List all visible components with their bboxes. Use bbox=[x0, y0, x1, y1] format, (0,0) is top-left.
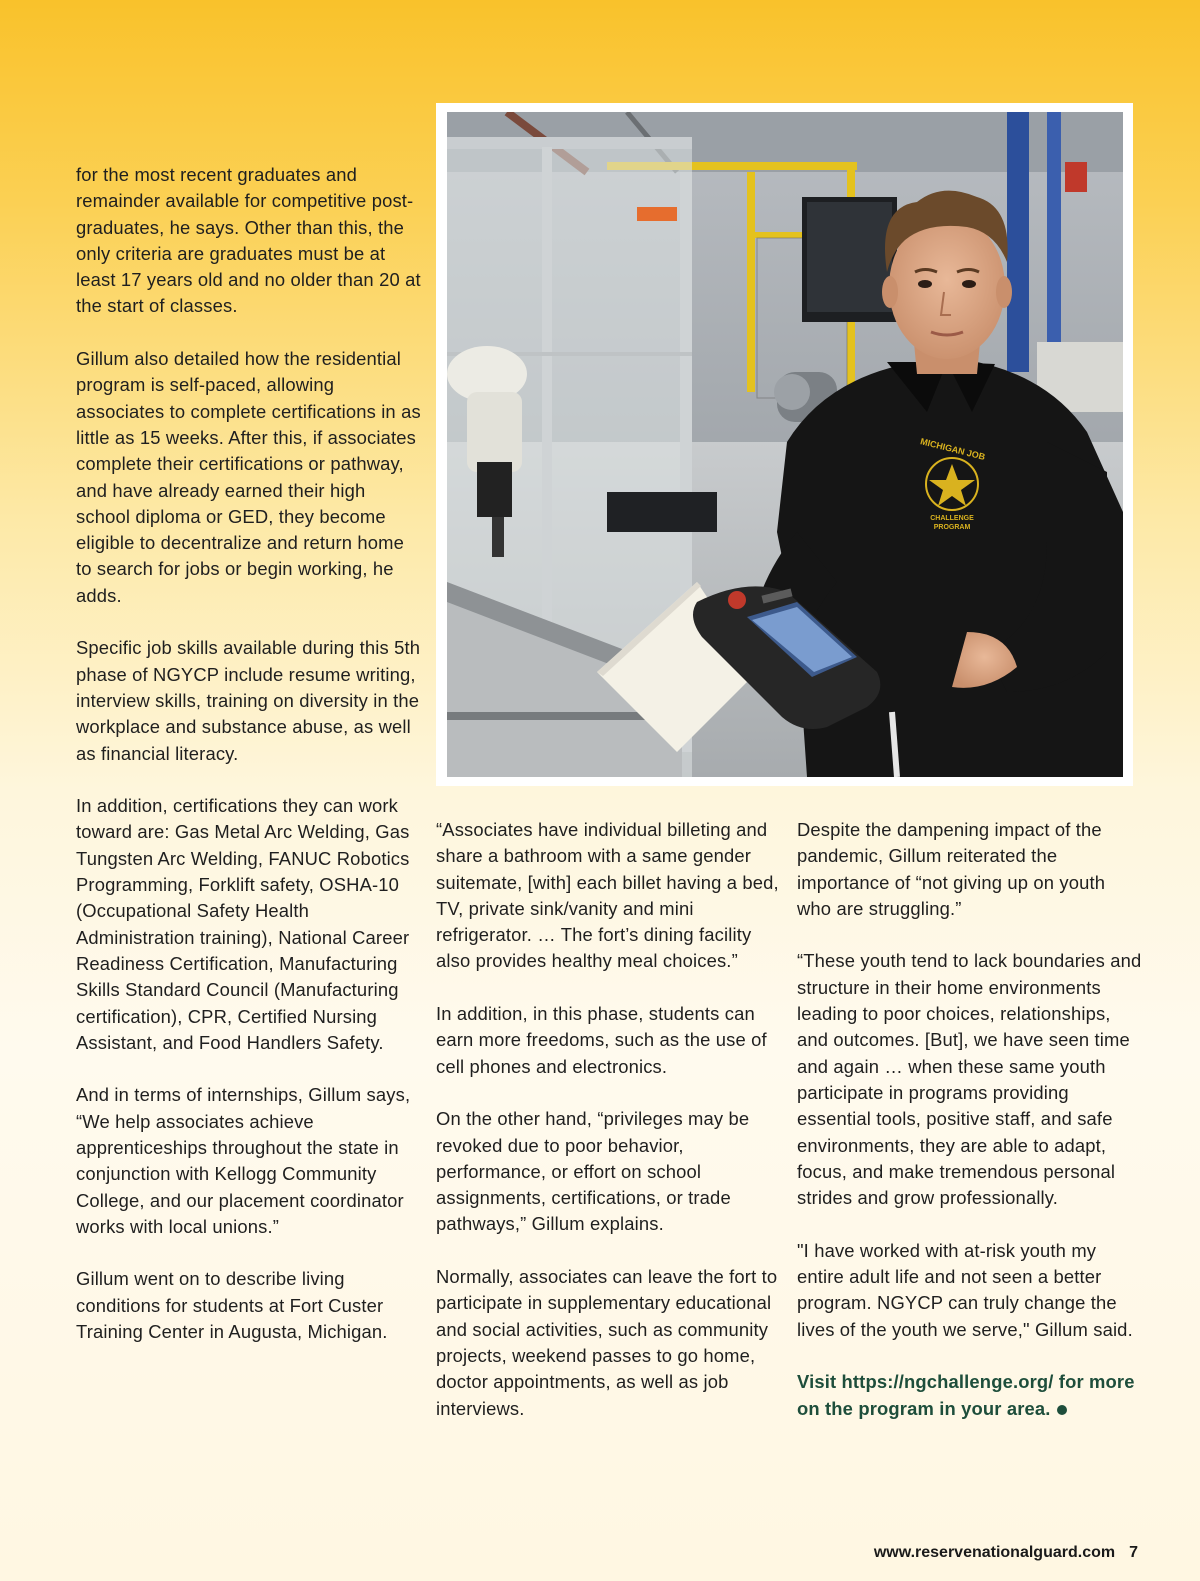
paragraph: "I have worked with at-risk youth my entire adult life and not seen a better program. NGYCP can truly change the lives of the youth we serve," Gillum said. bbox=[797, 1239, 1133, 1340]
paragraph: Gillum went on to describe living conditions for students at Fort Custer Training Center in Augusta, Michigan. bbox=[76, 1268, 388, 1343]
article-photo bbox=[436, 103, 1133, 786]
article-column-1 bbox=[76, 162, 421, 1345]
end-mark-bullet-icon bbox=[1057, 1405, 1067, 1415]
paragraph: In addition, certifications they can work toward are: Gas Metal Arc Welding, Gas Tungsten Arc Welding, FANUC Robotics Programming, Forklift safety, OSHA-10 (Occupational Safety Health Administration training), National Career Readiness Certification, Manufacturing Skills Standard Council (Manufacturing certification), CPR, Certified Nursing Assistant, and Food Handlers Safety. bbox=[76, 795, 410, 1053]
page-footer bbox=[874, 1544, 1138, 1562]
call-to-action bbox=[797, 1369, 1142, 1422]
photo-student-with-robot-pendant bbox=[447, 112, 1123, 777]
paragraph: And in terms of internships, Gillum says, “We help associates achieve apprenticeships throughout the state in conjunction with Kellogg Community College, and our placement coordinator works with local unions.” bbox=[76, 1084, 411, 1237]
shirt-logo-text: MICHIGAN JOB bbox=[919, 436, 987, 462]
article-column-2 bbox=[436, 817, 781, 1422]
call-to-action-text: Visit https://ngchallenge.org/ for more on the program in your area. bbox=[797, 1371, 1135, 1419]
shirt-logo-text: PROGRAM bbox=[933, 524, 971, 531]
paragraph: “Associates have individual billeting and share a bathroom with a same gender suitemate, [with] each billet having a bed, TV, private sink/vanity and mini refrigerator. … The fort’s dining facility also provides healthy meal choices.” bbox=[436, 819, 779, 972]
paragraph: for the most recent graduates and remainder available for competitive post-graduates, he says. Other than this, the only criteria are graduates must be at least 17 years old and no older than 20 at the start of classes. bbox=[76, 164, 421, 317]
shirt-logo-text: CHALLENGE bbox=[930, 515, 974, 522]
paragraph: Despite the dampening impact of the pandemic, Gillum reiterated the importance of “not giving up on youth who are struggling.” bbox=[797, 819, 1106, 919]
paragraph: On the other hand, “privileges may be revoked due to poor behavior, performance, or effort on school assignments, certifications, or trade pathways,” Gillum explains. bbox=[436, 1108, 750, 1235]
article-column-3 bbox=[797, 817, 1142, 1422]
paragraph: In addition, in this phase, students can earn more freedoms, such as the use of cell phones and electronics. bbox=[436, 1003, 767, 1077]
footer-website: www.reservenationalguard.com bbox=[873, 1544, 1116, 1561]
paragraph: Gillum also detailed how the residential program is self-paced, allowing associates to complete certifications in as little as 15 weeks. After this, if associates complete their certifications or pathway, and have already earned their high school diploma or GED, they become eligible to decentralize and return home to search for jobs or begin working, he adds. bbox=[76, 348, 421, 606]
paragraph: Specific job skills available during this 5th phase of NGYCP include resume writing, interview skills, training on diversity in the workplace and substance abuse, as well as financial literacy. bbox=[76, 637, 421, 764]
paragraph: Normally, associates can leave the fort to participate in supplementary educational and social activities, such as community projects, weekend passes to go home, doctor appointments, as well as job interviews. bbox=[436, 1266, 778, 1419]
page-number: 7 bbox=[1129, 1544, 1138, 1561]
paragraph: “These youth tend to lack boundaries and structure in their home environments leading to poor choices, relationships, and outcomes. [But], we have seen time and again … when these same youth participate in programs providing essential tools, positive staff, and safe environments, they are able to adapt, focus, and make tremendous personal strides and grow professionally. bbox=[797, 950, 1142, 1209]
